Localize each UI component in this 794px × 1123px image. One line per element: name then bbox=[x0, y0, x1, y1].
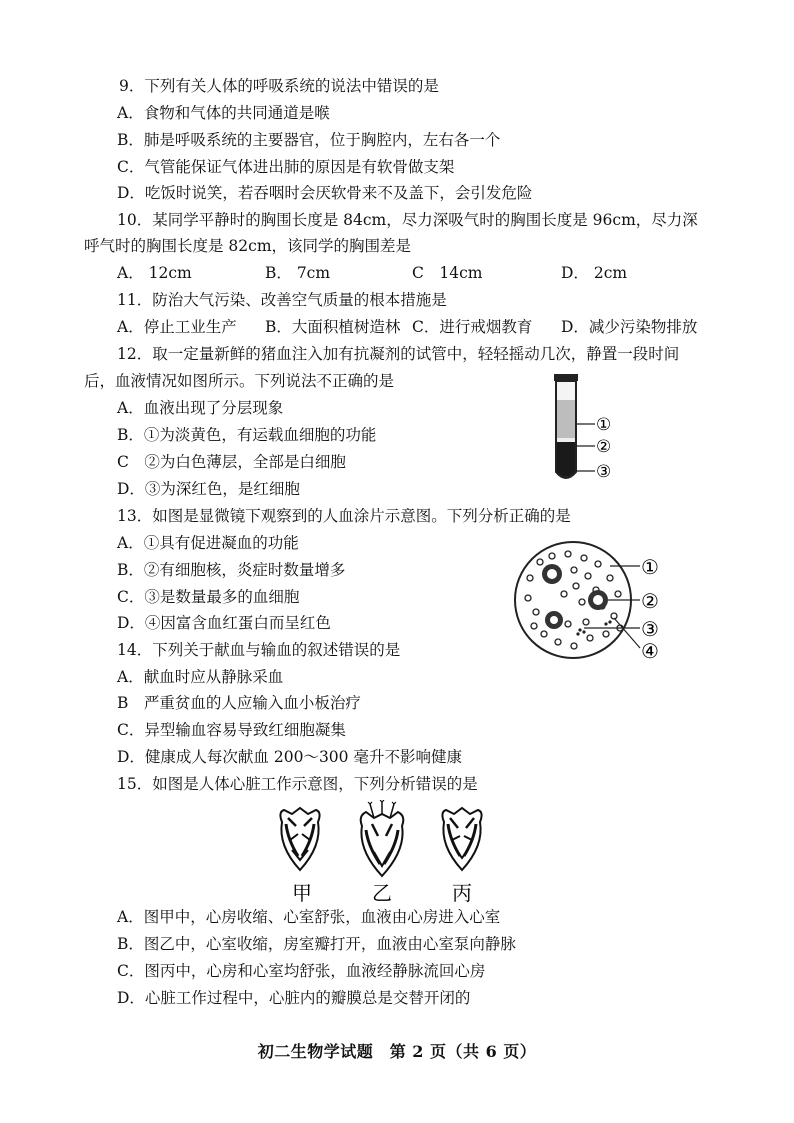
blood-smear-figure bbox=[510, 538, 690, 663]
q10-stem-line2: 呼气时的胸围长度是 82cm，该同学的胸围差是 bbox=[84, 237, 412, 255]
q12-option-a: A．血液出现了分层现象 bbox=[117, 399, 284, 417]
smear-label-3: ③ bbox=[641, 617, 659, 641]
q14-option-c: C．异型输血容易导致红细胞凝集 bbox=[117, 721, 346, 739]
q12-stem-line2: 后，血液情况如图所示。下列说法不正确的是 bbox=[84, 372, 395, 390]
q13-stem: 13．如图是显微镜下观察到的人血涂片示意图。下列分析正确的是 bbox=[117, 507, 571, 525]
q14-option-b: B 严重贫血的人应输入血小板治疗 bbox=[117, 694, 361, 712]
red-cell-layer bbox=[557, 442, 575, 477]
q15-option-c: C．图丙中，心房和心室均舒张，血液经静脉流回心房 bbox=[117, 962, 486, 980]
q12-option-c: C ②为白色薄层，全部是白细胞 bbox=[117, 453, 346, 471]
q15-option-b: B．图乙中，心室收缩，房室瓣打开，血液由心室泵向静脉 bbox=[117, 935, 516, 953]
smear-label-1: ① bbox=[641, 555, 659, 579]
q12-option-d: D．③为深红色，是红细胞 bbox=[117, 480, 300, 498]
q13-option-d: D．④因富含血红蛋白而呈红色 bbox=[117, 614, 331, 632]
q9-option-a: A．食物和气体的共同通道是喉 bbox=[117, 104, 330, 122]
q11-option-a: A．停止工业生产 bbox=[117, 318, 237, 336]
q13-option-c: C．③是数量最多的血细胞 bbox=[117, 588, 300, 606]
q14-option-d: D．健康成人每次献血 200～300 毫升不影响健康 bbox=[117, 748, 462, 766]
q11-option-d: D．减少污染物排放 bbox=[561, 318, 698, 336]
q9-stem: 9．下列有关人体的呼吸系统的说法中错误的是 bbox=[119, 77, 439, 95]
tube-label-1: ① bbox=[596, 415, 612, 435]
page-footer: 初二生物学试题 第 2 页（共 6 页） bbox=[257, 1042, 537, 1061]
tube-label-3: ③ bbox=[596, 462, 612, 482]
q11-stem: 11．防治大气污染、改善空气质量的根本措施是 bbox=[117, 291, 447, 309]
heart-yi bbox=[361, 800, 404, 876]
tube-cap bbox=[554, 374, 578, 381]
smear-label-4: ④ bbox=[641, 639, 659, 663]
heart-label-yi: 乙 bbox=[372, 881, 392, 905]
q10-option-c: C 14cm bbox=[412, 264, 483, 282]
q13-option-a: A．①具有促进凝血的功能 bbox=[117, 534, 299, 552]
q15-stem: 15．如图是人体心脏工作示意图，下列分析错误的是 bbox=[117, 775, 478, 793]
heart-jia bbox=[280, 808, 319, 870]
q15-option-d: D．心脏工作过程中，心脏内的瓣膜总是交替开闭的 bbox=[117, 989, 471, 1007]
tube-label-2: ② bbox=[596, 437, 612, 457]
q14-stem: 14．下列关于献血与输血的叙述错误的是 bbox=[117, 641, 401, 659]
buffy-coat-layer bbox=[557, 438, 575, 442]
q11-option-b: B．大面积植树造林 bbox=[265, 318, 401, 336]
heart-label-jia: 甲 bbox=[292, 881, 312, 905]
q9-option-d: D．吃饭时说笑，若吞咽时会厌软骨来不及盖下，会引发危险 bbox=[117, 184, 533, 202]
q10-stem-line1: 10．某同学平静时的胸围长度是 84cm，尽力深吸气时的胸围长度是 96cm，尽力深 bbox=[117, 211, 698, 229]
q14-option-a: A．献血时应从静脉采血 bbox=[117, 668, 284, 686]
q9-option-c: C．气管能保证气体进出肺的原因是有软骨做支架 bbox=[117, 158, 455, 176]
q11-option-c: C．进行戒烟教育 bbox=[412, 318, 533, 336]
test-tube-figure bbox=[540, 372, 630, 487]
heart-bing bbox=[442, 808, 481, 870]
plasma-layer bbox=[557, 400, 575, 438]
q9-option-b: B．肺是呼吸系统的主要器官，位于胸腔内，左右各一个 bbox=[117, 131, 501, 149]
heart-label-bing: 丙 bbox=[452, 881, 472, 905]
heart-diagram-figure bbox=[270, 800, 520, 908]
q12-stem-line1: 12．取一定量新鲜的猪血注入加有抗凝剂的试管中，轻轻摇动几次，静置一段时间 bbox=[117, 345, 680, 363]
q13-option-b: B．②有细胞核，炎症时数量增多 bbox=[117, 561, 346, 579]
q10-option-b: B． 7cm bbox=[265, 264, 331, 282]
q15-option-a: A．图甲中，心房收缩、心室舒张，血液由心房进入心室 bbox=[117, 908, 501, 926]
q12-option-b: B．①为淡黄色，有运载血细胞的功能 bbox=[117, 426, 377, 444]
q10-option-a: A． 12cm bbox=[117, 264, 192, 282]
smear-label-2: ② bbox=[641, 589, 659, 613]
q10-option-d: D． 2cm bbox=[561, 264, 628, 282]
